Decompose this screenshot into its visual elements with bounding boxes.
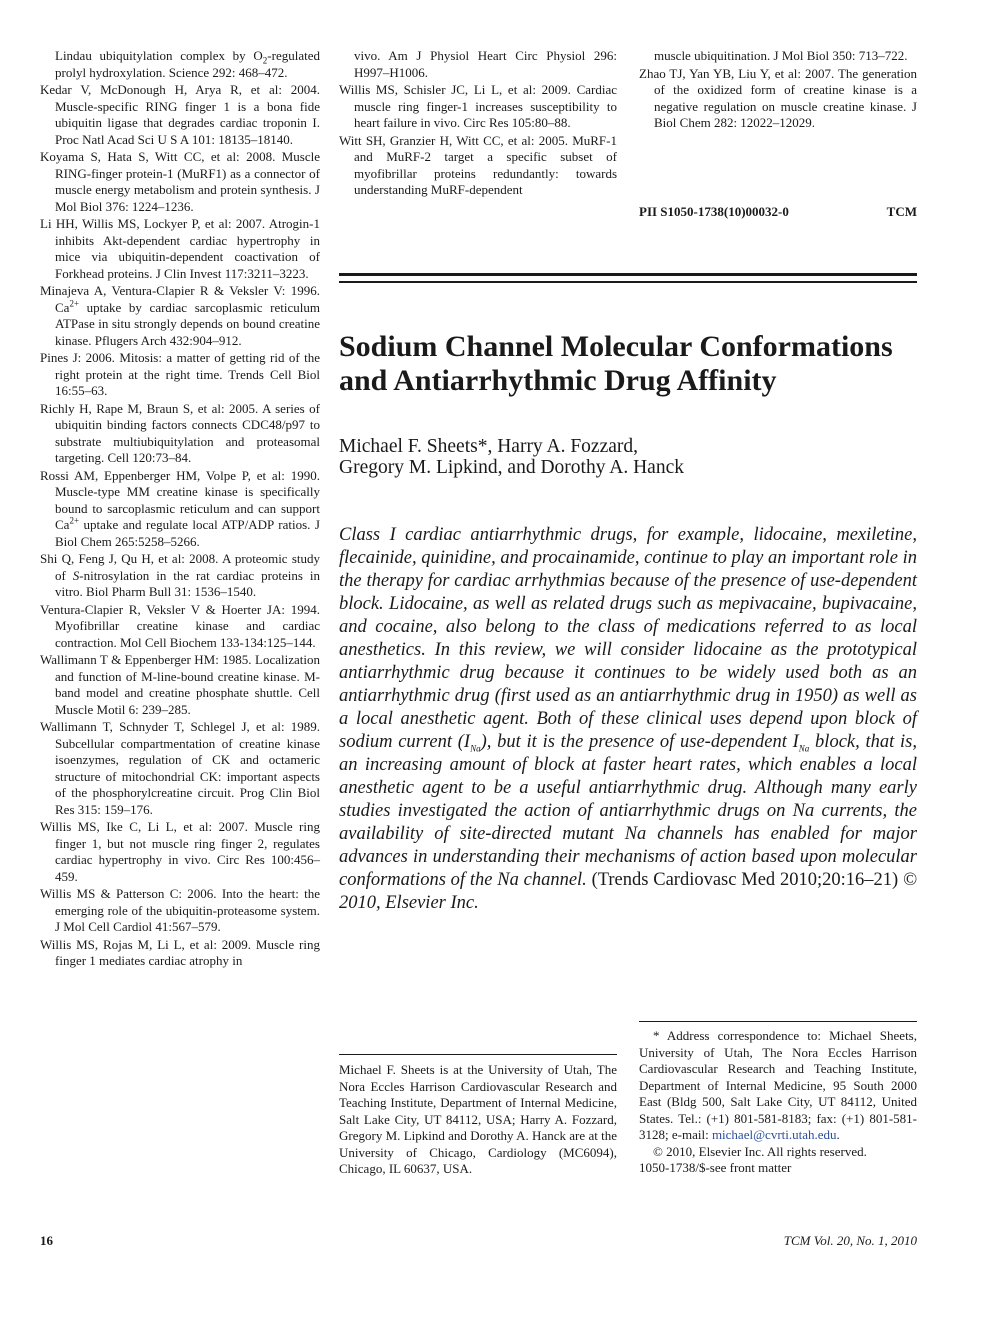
- affiliation-footnote: Michael F. Sheets is at the University of Utah, The Nora Eccles Harrison Cardiovascular Research and Teaching Institute, Department of Internal Medicine, Salt Lake City, UT 84112, USA; Harry A. Fozzard, Gregory M. Lipkind and Dorothy A. Hanck are at the University of Chicago, Cardiology (MC6094), Chicago, IL 60637, USA.: [339, 1062, 617, 1176]
- article-divider-thin: [339, 281, 917, 283]
- article-abstract: Class I cardiac antiarrhythmic drugs, for example, lidocaine, mexiletine, flecainide, quinidine, and procainamide, continue to play an important role in the therapy for cardiac arrhythmias because of the presence of use-dependent block. Lidocaine, as well as related drugs such as mepivacaine, bupivacaine, and cocaine, also belong to the class of medications referred to as local anesthetics. In this review, we will consider lidocaine as the prototypical antiarrhythmic drug because it continues to be widely used both as an antiarrhythmic drug (first used as an antiarrhythmic drug in 1950) as well as a local anesthetic agent. Both of these clinical uses depend upon block of sodium current $(I_{Na})$, but it is the presence of use-dependent $I_{Na}$ block, that is, an increasing amount of block at faster heart rates, which enables a local anesthetic agent to be a useful antiarrhythmic drug. Although many early studies investigated the action of antiarrhythmic drugs on Na currents, the availability of site-directed mutant Na channels has enabled for major advances in understanding their mechanisms of action based upon molecular conformations of the Na channel. (Trends Cardiovasc Med 2010;20:16–21) © 2010, Elsevier Inc.: [339, 525, 918, 913]
- reference-item: Witt SH, Granzier H, Witt CC, et al: 2005. MuRF-1 and MuRF-2 target a specific subset of myofibrillar proteins redundantly: towards understanding MuRF-dependent: [339, 132, 617, 197]
- journal-citation: TCM Vol. 20, No. 1, 2010: [783, 1233, 917, 1248]
- reference-item: Rossi AM, Eppenberger HM, Volpe P, et al: 1990. Muscle-type MM creatine kinase is specifically bound to sarcoplasmic reticulum and can support $Ca^{2+}$ uptake and regulate local ATP/ADP ratios. J Biol Chem 265:5258–5266.: [40, 467, 320, 549]
- references-column-middle: [339, 48, 617, 200]
- reference-item: Kedar V, McDonough H, Arya R, et al: 2004. Muscle-specific RING finger 1 is a bona fide ubiquitin ligase that degrades cardiac troponin I. Proc Natl Acad Sci U S A 101: 18135–18140.: [40, 82, 320, 147]
- correspondence-footnote: [639, 1028, 917, 1177]
- reference-item: vivo. Am J Physiol Heart Circ Physiol 296: H997–H1006.: [354, 48, 617, 80]
- copyright-line: © 2010, Elsevier Inc. All rights reserved.: [653, 1143, 867, 1159]
- reference-item: Pines J: 2006. Mitosis: a matter of getting rid of the right protein at the right time. Trends Cell Biol 16:55–63.: [40, 350, 320, 398]
- reference-item: Shi Q, Feng J, Qu H, et al: 2008. A proteomic study of S-nitrosylation in the rat cardiac proteins in vitro. Biol Pharm Bull 31: 1536–1540.: [40, 551, 320, 599]
- reference-item: Willis MS, Ike C, Li L, et al: 2007. Muscle ring finger 1, but not muscle ring finger 2, regulates cardiac hypertrophy in vivo. Circ Res 100:456–459.: [40, 819, 320, 884]
- pii-journal: TCM: [886, 204, 917, 219]
- references-column-right: [639, 48, 917, 133]
- article-authors: [339, 436, 917, 478]
- article-divider-thick: [339, 273, 917, 276]
- authors-line-1: Michael F. Sheets*, Harry A. Fozzard,: [339, 436, 638, 457]
- affiliation-footnote-rule: [339, 1054, 617, 1055]
- correspondence-text: * Address correspondence to: Michael Sheets, University of Utah, The Nora Eccles Harrison Cardiovascular Research and Teaching Institute, Department of Internal Medicine, 95 South 2000 East (Bldg 500, Salt Lake City, UT 84112, United States. Tel.: (+1) 801-581-8183; fax: (+1) 801-581-3128; e-mail: michael@cvrti.utah.edu.: [639, 1028, 917, 1142]
- reference-item: muscle ubiquitination. J Mol Biol 350: 713–722.: [654, 48, 908, 63]
- reference-item: Richly H, Rape M, Braun S, et al: 2005. A series of ubiquitin binding factors connects CDC48/p97 to substrate multiubiquitylation and proteasomal targeting. Cell 120:73–84.: [40, 400, 320, 465]
- reference-item: Ventura-Clapier R, Veksler V & Hoerter JA: 1994. Myofibrillar creatine kinase and cardiac contraction. Mol Cell Biochem 133-134:125–144.: [40, 601, 320, 650]
- authors-line-2: Gregory M. Lipkind, and Dorothy A. Hanck: [339, 457, 684, 478]
- issn-line: 1050-1738/$-see front matter: [639, 1160, 792, 1175]
- references-column-left: [40, 48, 320, 971]
- reference-item: Minajeva A, Ventura-Clapier R & Veksler V: 1996. $Ca^{2+}$ uptake by cardiac sarcoplasmic reticulum ATPase in situ strongly depends on bound creatine kinase. Pflugers Arch 432:904–912.: [40, 283, 320, 348]
- correspondence-footnote-rule: [639, 1021, 917, 1022]
- reference-item: Willis MS, Schisler JC, Li L, et al: 2009. Cardiac muscle ring finger-1 increases susceptibility to heart failure in vivo. Circ Res 105:80–88.: [339, 82, 617, 130]
- pii-identifier: PII S1050-1738(10)00032-0: [639, 204, 789, 219]
- article-title: Sodium Channel Molecular Conformations and Antiarrhythmic Drug Affinity: [339, 330, 893, 397]
- reference-item: Wallimann T, Schnyder T, Schlegel J, et al: 1989. Subcellular compartmentation of creatine kinase isoenzymes, regulation of CK and octameric structure of mitochondrial CK: important aspects of the phosphorylcreatine circuit. Prog Clin Biol Res 315: 159–176.: [40, 719, 320, 817]
- reference-item: Zhao TJ, Yan YB, Liu Y, et al: 2007. The generation of the oxidized form of creatine kinase is a negative regulation on muscle creatine kinase. J Biol Chem 282: 12022–12029.: [639, 65, 917, 130]
- reference-item: Koyama S, Hata S, Witt CC, et al: 2008. Muscle RING-finger protein-1 (MuRF1) as a connector of muscle energy metabolism and protein synthesis. J Mol Biol 376: 1224–1236.: [40, 149, 320, 214]
- reference-item: Willis MS, Rojas M, Li L, et al: 2009. Muscle ring finger 1 mediates cardiac atrophy in: [40, 936, 320, 968]
- reference-item: Willis MS & Patterson C: 2006. Into the heart: the emerging role of the ubiquitin-proteasome system. J Mol Cell Cardiol 41:567–579.: [40, 886, 320, 934]
- page-number: 16: [40, 1233, 53, 1248]
- pii-line: [639, 204, 917, 220]
- reference-item: Lindau ubiquitylation complex by $O_2$-regulated prolyl hydroxylation. Science 292: 468–472.: [55, 48, 320, 80]
- reference-item: Wallimann T & Eppenberger HM: 1985. Localization and function of M-line-bound creatine kinase. M-band model and creatine phosphate shuttle. Cell Muscle Motil 6: 239–285.: [40, 652, 320, 717]
- reference-item: Li HH, Willis MS, Lockyer P, et al: 2007. Atrogin-1 inhibits Akt-dependent cardiac hypertrophy in mice via ubiquitin-dependent coactivation of Forkhead proteins. J Clin Invest 117:3211–3223.: [40, 216, 320, 281]
